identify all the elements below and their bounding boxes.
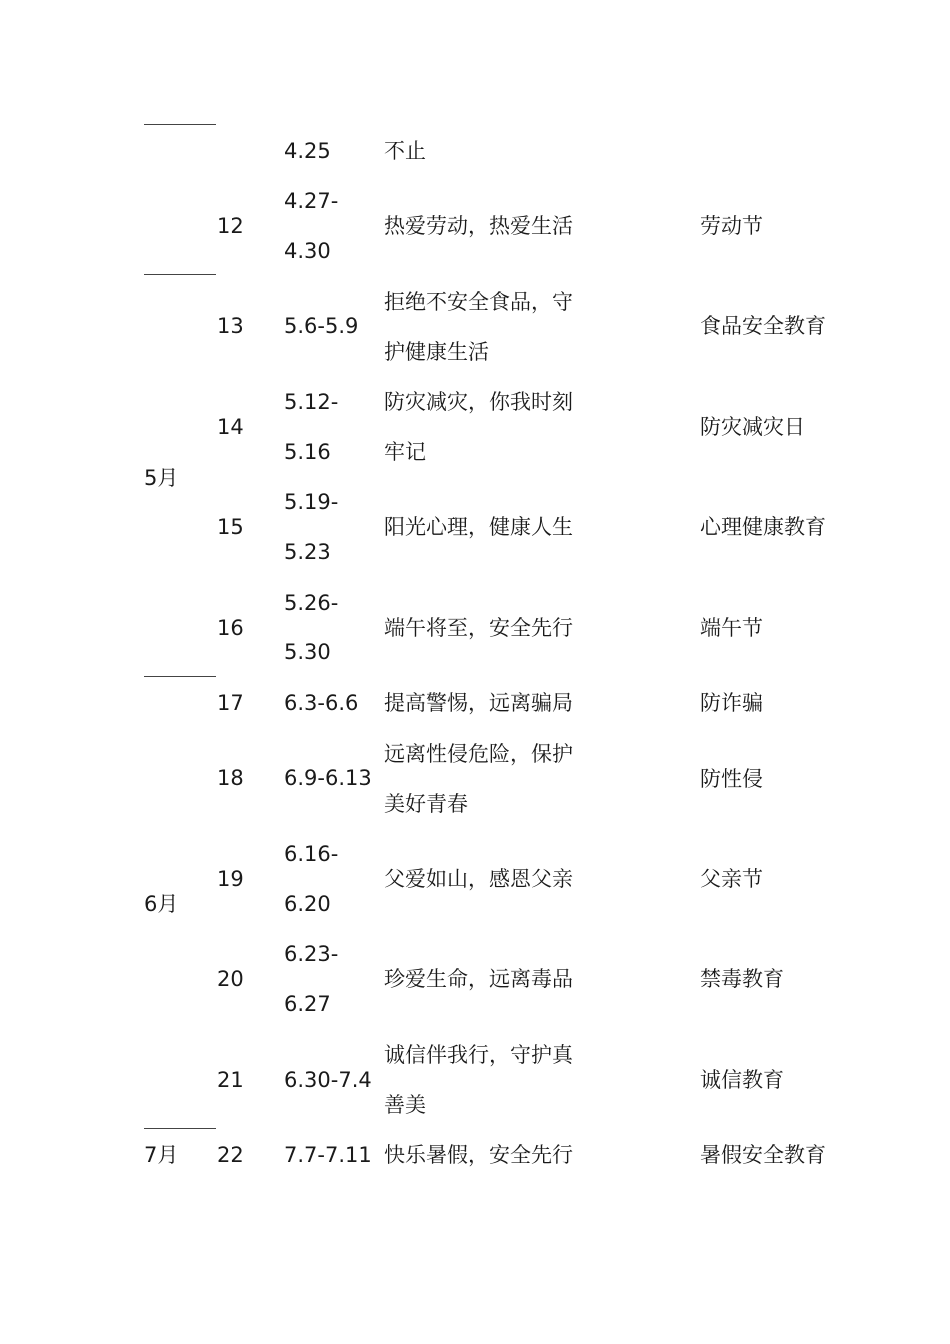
- week-number: 14: [217, 415, 244, 439]
- theme-text: 阳光心理，健康人生: [384, 515, 573, 539]
- topic-text: 心理健康教育: [700, 515, 826, 539]
- date-range-end: 5.16: [284, 440, 331, 464]
- date-range: 5.6-5.9: [284, 314, 359, 338]
- week-number: 13: [217, 314, 244, 338]
- topic-text: 禁毒教育: [700, 967, 784, 991]
- month-label-july: 7月: [144, 1143, 179, 1167]
- date-range: 5.26-: [284, 591, 339, 615]
- theme-text-cont: 牢记: [384, 440, 426, 464]
- date-range: 6.3-6.6: [284, 691, 359, 715]
- date-range-end: 6.20: [284, 892, 331, 916]
- date-range-end: 5.23: [284, 540, 331, 564]
- month-label-june: 6月: [144, 892, 179, 916]
- topic-text: 防性侵: [700, 767, 763, 791]
- month-divider: [144, 1128, 216, 1129]
- topic-text: 食品安全教育: [700, 314, 826, 338]
- week-number: 16: [217, 616, 244, 640]
- theme-text: 热爱劳动，热爱生活: [384, 214, 573, 238]
- topic-text: 端午节: [700, 616, 763, 640]
- topic-text: 防诈骗: [700, 691, 763, 715]
- date-range-end: 4.30: [284, 239, 331, 263]
- week-number: 20: [217, 967, 244, 991]
- month-divider: [144, 274, 216, 275]
- theme-text: 珍爱生命，远离毒品: [384, 967, 573, 991]
- week-number: 22: [217, 1143, 244, 1167]
- date-range: 5.12-: [284, 390, 339, 414]
- week-number: 18: [217, 766, 244, 790]
- date-range: 6.9-6.13: [284, 766, 372, 790]
- theme-text: 拒绝不安全食品，守: [384, 290, 573, 314]
- week-number: 12: [217, 214, 244, 238]
- date-range: 6.30-7.4: [284, 1068, 372, 1092]
- month-label-may: 5月: [144, 466, 179, 490]
- theme-text: 父爱如山，感恩父亲: [384, 867, 573, 891]
- topic-text: 诚信教育: [700, 1068, 784, 1092]
- date-range: 6.16-: [284, 842, 339, 866]
- date-range: 5.19-: [284, 490, 339, 514]
- date-range: 4.27-: [284, 189, 339, 213]
- week-number: 19: [217, 867, 244, 891]
- date-range: 4.25: [284, 139, 331, 163]
- month-divider: [144, 124, 216, 125]
- theme-text-cont: 护健康生活: [384, 340, 489, 364]
- date-range-end: 5.30: [284, 640, 331, 664]
- theme-text-cont: 美好青春: [384, 792, 468, 816]
- theme-text: 快乐暑假，安全先行: [384, 1143, 573, 1167]
- week-number: 15: [217, 515, 244, 539]
- date-range: 6.23-: [284, 942, 339, 966]
- theme-text: 提高警惕，远离骗局: [384, 691, 573, 715]
- date-range: 7.7-7.11: [284, 1143, 372, 1167]
- theme-text: 端午将至，安全先行: [384, 616, 573, 640]
- theme-text: 远离性侵危险，保护: [384, 742, 573, 766]
- theme-text: 防灾减灾，你我时刻: [384, 390, 573, 414]
- date-range-end: 6.27: [284, 992, 331, 1016]
- theme-text-cont: 善美: [384, 1093, 426, 1117]
- topic-text: 暑假安全教育: [700, 1143, 826, 1167]
- theme-text: 不止: [384, 139, 426, 163]
- topic-text: 父亲节: [700, 867, 763, 891]
- topic-text: 劳动节: [700, 214, 763, 238]
- theme-text: 诚信伴我行，守护真: [384, 1043, 573, 1067]
- topic-text: 防灾减灾日: [700, 415, 805, 439]
- week-number: 17: [217, 691, 244, 715]
- week-number: 21: [217, 1068, 244, 1092]
- month-divider: [144, 676, 216, 677]
